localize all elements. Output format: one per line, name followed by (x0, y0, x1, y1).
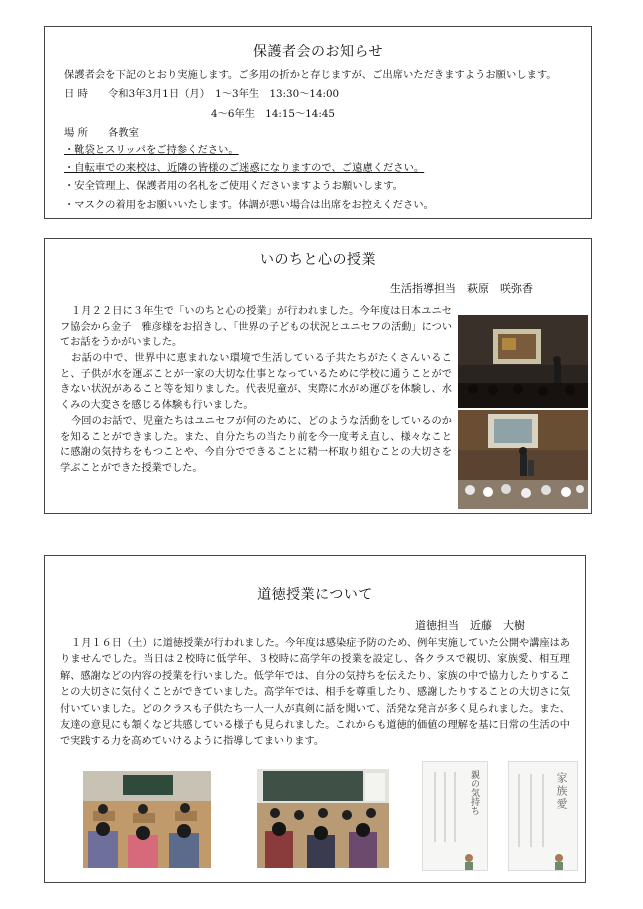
notice-section (44, 26, 592, 219)
worksheet-text: 親の気持ち (469, 770, 479, 815)
lecture-photo (458, 315, 588, 408)
doutoku-section (44, 555, 586, 883)
upper-grade-class-photo (257, 769, 389, 868)
notice-title: 保護者会のお知らせ (252, 44, 384, 60)
inochi-author: 生活指導担当 萩原 咲弥香 (390, 282, 533, 295)
notice-place-value: 各教室 (108, 127, 139, 139)
notice-note: ・自転車での来校は、近隣の皆様のご迷惑になりますので、ご遠慮ください。 (64, 162, 425, 174)
worksheet-text: 家族愛 (555, 772, 568, 811)
doutoku-paragraph: １月１６日（土）に道徳授業が行われました。今年度は感染症予防のため、例年実施していた公開や講座はありませんでした。当日は２校時に低学年、３校時に高学年の授業を設定し、各クラスで親切、家族愛、相互理解、感謝などの内容の授業を行いました。低学年では、自分の気持ちを伝えたり、家族の中で協力したりすることの大切さに気付くことができていました。高学年では、相手を尊重したり、感謝したりすることの大切さに気付いていました。どのクラスも子供たち一人一人が真剣に話を聞いて、活発な発言が多く見られました。また、友達の意見にも頷くなど共感している様子も見られました。これからも道徳的価値の理解を基に日常の生活の中で実践する力を高めていけるように指導してまいります。 (60, 638, 570, 748)
water-jar-photo (458, 410, 588, 509)
student-worksheet-image (508, 761, 578, 871)
inochi-paragraph: １月２２日に３年生で「いのちと心の授業」が行われました。今年度は日本ユニセフ協会から金子 雅彦様をお招きし、「世界の子どもの状況とユニセフの活動」についてお話をうかがいました。 (60, 306, 453, 348)
notice-datetime-line2: 4～6年生 14:15～14:45 (211, 108, 335, 120)
inochi-paragraph: 今回のお話で、児童たちはユニセフが何のために、どのような活動をしているのかを知ることができました。また、自分たちの当たり前を今一度考え直し、様々なことに感謝の気持ちをもつことや、今自分でできることに精一杯取り組むことの大切さを学ぶことができた授業でした。 (60, 416, 452, 474)
notice-intro: 保護者会を下記のとおり実施します。ご多用の折かと存じますが、ご出席いただきますようお願いします。 (64, 69, 557, 81)
notice-datetime-line1: 令和3年3月1日（月） 1～3年生 13:30～14:00 (108, 88, 340, 100)
notice-datetime-label: 日 時 (64, 88, 88, 100)
student-worksheet-image (422, 761, 488, 871)
notice-place-label: 場 所 (64, 127, 88, 139)
lower-grade-class-photo (83, 771, 211, 868)
notice-note: ・マスクの着用をお願いいたします。体調が悪い場合は出席をお控えください。 (64, 199, 434, 211)
notice-note: ・安全管理上、保護者用の名札をご使用くださいますようお願いします。 (64, 180, 403, 192)
notice-note: ・靴袋とスリッパをご持参ください。 (64, 144, 239, 156)
doutoku-author: 道徳担当 近藤 大樹 (415, 619, 525, 632)
inochi-title: いのちと心の授業 (260, 252, 376, 268)
inochi-section (44, 238, 592, 514)
doutoku-title: 道徳授業について (257, 587, 373, 603)
inochi-paragraph: お話の中で、世界中に恵まれない環境で生活している子共たちがたくさんいること、子供が水を運ぶことが一家の大切な仕事となっているために学校に通うことができない状況があること等を知りました。代表児童が、実際に水がめ運びを体験し、水くみの大変さを感じる体験も行いました。 (60, 353, 452, 411)
